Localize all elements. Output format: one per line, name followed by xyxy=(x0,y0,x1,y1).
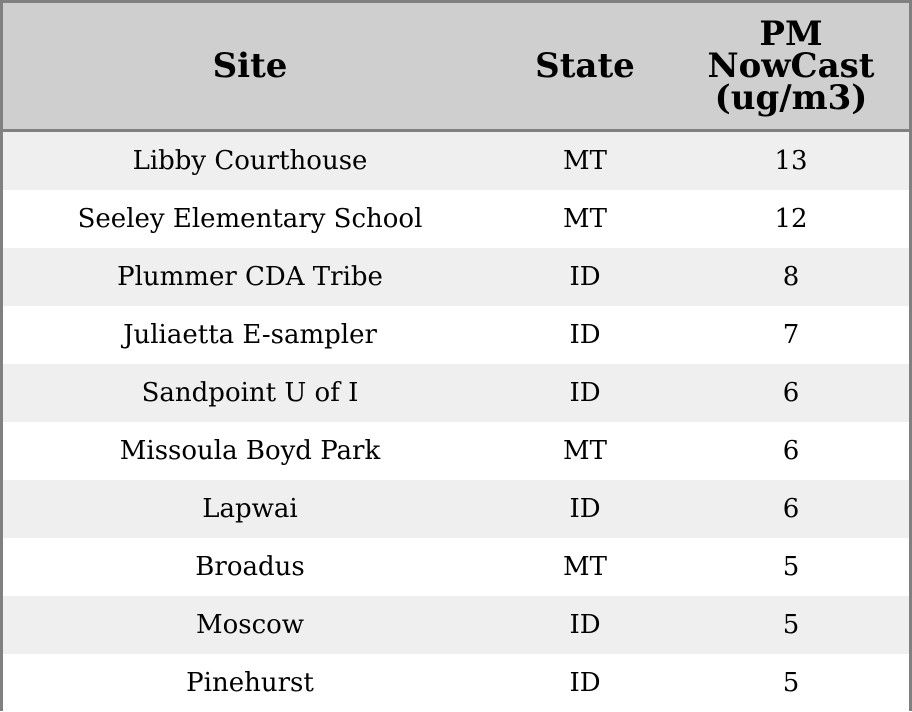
cell-pm-value: 12 xyxy=(774,204,808,234)
table-header xyxy=(3,3,909,132)
header-pm-nowcast xyxy=(673,3,909,129)
cell-pm-value: 5 xyxy=(782,552,800,582)
header-pm-line-1: PM xyxy=(759,14,823,54)
header-pm-line-2: NowCast xyxy=(707,46,875,86)
cell-pm-value: 13 xyxy=(774,146,808,176)
cell-site: Plummer CDA Tribe xyxy=(117,262,383,292)
cell-state: MT xyxy=(563,146,607,176)
cell-site: Missoula Boyd Park xyxy=(119,436,381,466)
table-row xyxy=(3,132,909,190)
header-pm-line-3: (ug/m3) xyxy=(714,78,868,118)
header-state xyxy=(497,3,673,129)
table-row xyxy=(3,654,909,712)
header-site xyxy=(3,3,497,129)
table-row xyxy=(3,190,909,248)
cell-state: MT xyxy=(563,552,607,582)
cell-state: ID xyxy=(569,494,601,524)
table-row xyxy=(3,596,909,654)
table-row xyxy=(3,248,909,306)
header-site-line: Site xyxy=(212,46,288,86)
header-state-line: State xyxy=(535,46,635,86)
table-row xyxy=(3,422,909,480)
cell-state: MT xyxy=(563,204,607,234)
cell-pm-value: 8 xyxy=(782,262,800,292)
cell-state: ID xyxy=(569,378,601,408)
table-row xyxy=(3,538,909,596)
cell-state: MT xyxy=(563,436,607,466)
table-row xyxy=(3,306,909,364)
cell-site: Moscow xyxy=(195,610,305,640)
cell-site: Libby Courthouse xyxy=(132,146,368,176)
cell-site: Pinehurst xyxy=(186,668,314,698)
cell-pm-value: 6 xyxy=(782,494,800,524)
cell-state: ID xyxy=(569,262,601,292)
cell-site: Lapwai xyxy=(202,494,298,524)
cell-pm-value: 6 xyxy=(782,436,800,466)
cell-pm-value: 7 xyxy=(782,320,800,350)
cell-pm-value: 5 xyxy=(782,668,800,698)
cell-pm-value: 5 xyxy=(782,610,800,640)
cell-site: Seeley Elementary School xyxy=(77,204,423,234)
cell-site: Broadus xyxy=(195,552,305,582)
table-row xyxy=(3,364,909,422)
table-row xyxy=(3,480,909,538)
cell-state: ID xyxy=(569,610,601,640)
cell-pm-value: 6 xyxy=(782,378,800,408)
cell-state: ID xyxy=(569,668,601,698)
cell-site: Sandpoint U of I xyxy=(141,378,359,408)
cell-site: Juliaetta E-sampler xyxy=(123,320,377,350)
cell-state: ID xyxy=(569,320,601,350)
